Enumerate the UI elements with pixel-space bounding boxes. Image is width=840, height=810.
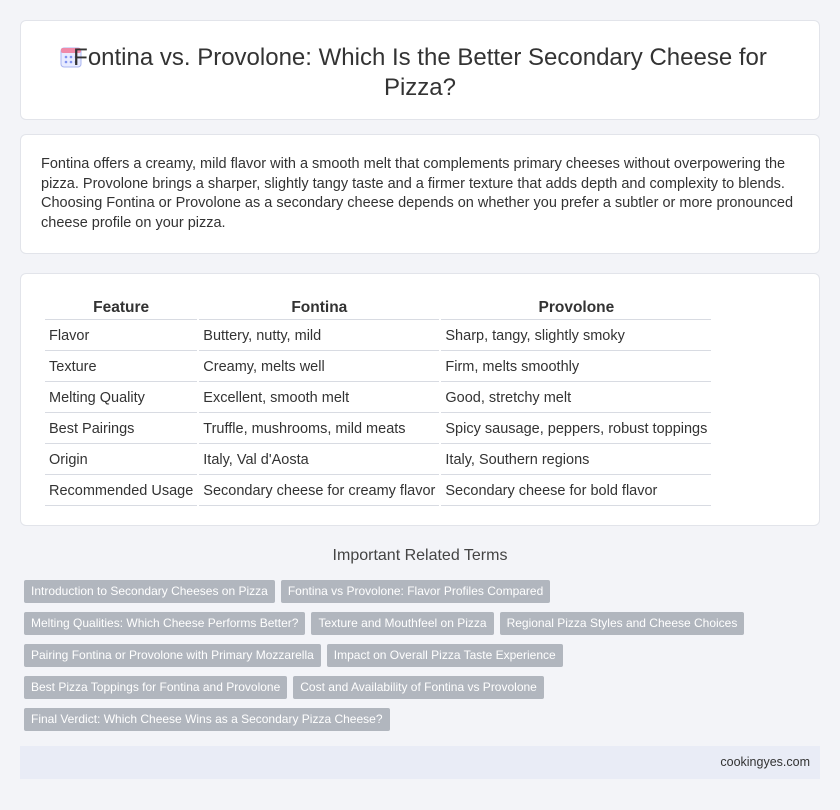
page-title: Fontina vs. Provolone: Which Is the Better Secondary Cheese for Pizza? xyxy=(73,44,767,101)
table-cell: Creamy, melts well xyxy=(199,353,439,382)
table-cell: Spicy sausage, peppers, robust toppings xyxy=(441,415,711,444)
intro-paragraph: Fontina offers a creamy, mild flavor with a smooth melt that complements primary cheeses without overpowering the pizza. Provolone brings a sharper, slightly tangy taste and a firmer texture that adds depth and complexity to blends. Choosing Fontina or Provolone as a secondary cheese depends on whether you prefer a subtler or more pronounced cheese profile on your pizza. xyxy=(41,156,794,231)
table-row xyxy=(45,384,711,413)
table-cell: Truffle, mushrooms, mild meats xyxy=(199,415,439,444)
table-header-row xyxy=(45,296,711,320)
footer-site-link[interactable]: cookingyes.com xyxy=(720,755,810,769)
table-row xyxy=(45,353,711,382)
intro-card xyxy=(20,134,820,254)
table-cell: Origin xyxy=(45,446,197,475)
table-cell: Excellent, smooth melt xyxy=(199,384,439,413)
related-term-tag[interactable]: Regional Pizza Styles and Cheese Choices xyxy=(500,612,745,635)
table-cell: Best Pairings xyxy=(45,415,197,444)
table-cell: Melting Quality xyxy=(45,384,197,413)
related-term-tag[interactable]: Fontina vs Provolone: Flavor Profiles Compared xyxy=(281,580,550,603)
column-header-provolone: Provolone xyxy=(441,296,711,320)
related-term-tag[interactable]: Final Verdict: Which Cheese Wins as a Secondary Pizza Cheese? xyxy=(24,708,390,731)
table-cell: Recommended Usage xyxy=(45,477,197,506)
related-terms-heading: Important Related Terms xyxy=(332,547,508,564)
table-cell: Sharp, tangy, slightly smoky xyxy=(441,322,711,351)
table-row xyxy=(45,446,711,475)
table-cell: Secondary cheese for bold flavor xyxy=(441,477,711,506)
title-card xyxy=(20,20,820,120)
footer xyxy=(20,746,820,779)
table-cell: Italy, Val d'Aosta xyxy=(199,446,439,475)
column-header-feature: Feature xyxy=(45,296,197,320)
table-cell: Firm, melts smoothly xyxy=(441,353,711,382)
column-header-fontina: Fontina xyxy=(199,296,439,320)
table-cell: Flavor xyxy=(45,322,197,351)
table-cell: Texture xyxy=(45,353,197,382)
related-term-tag[interactable]: Texture and Mouthfeel on Pizza xyxy=(311,612,493,635)
related-term-tag[interactable]: Best Pizza Toppings for Fontina and Provolone xyxy=(24,676,287,699)
table-cell: Secondary cheese for creamy flavor xyxy=(199,477,439,506)
related-term-tag[interactable]: Melting Qualities: Which Cheese Performs Better? xyxy=(24,612,305,635)
comparison-table xyxy=(43,294,713,508)
table-row xyxy=(45,322,711,351)
related-term-tag[interactable]: Cost and Availability of Fontina vs Provolone xyxy=(293,676,544,699)
table-row xyxy=(45,477,711,506)
related-terms-list xyxy=(24,580,804,731)
table-cell: Italy, Southern regions xyxy=(441,446,711,475)
table-row xyxy=(45,415,711,444)
comparison-table-card xyxy=(20,273,820,526)
table-cell: Buttery, nutty, mild xyxy=(199,322,439,351)
related-term-tag[interactable]: Pairing Fontina or Provolone with Primary Mozzarella xyxy=(24,644,321,667)
related-term-tag[interactable]: Impact on Overall Pizza Taste Experience xyxy=(327,644,563,667)
table-cell: Good, stretchy melt xyxy=(441,384,711,413)
related-term-tag[interactable]: Introduction to Secondary Cheeses on Pizza xyxy=(24,580,275,603)
